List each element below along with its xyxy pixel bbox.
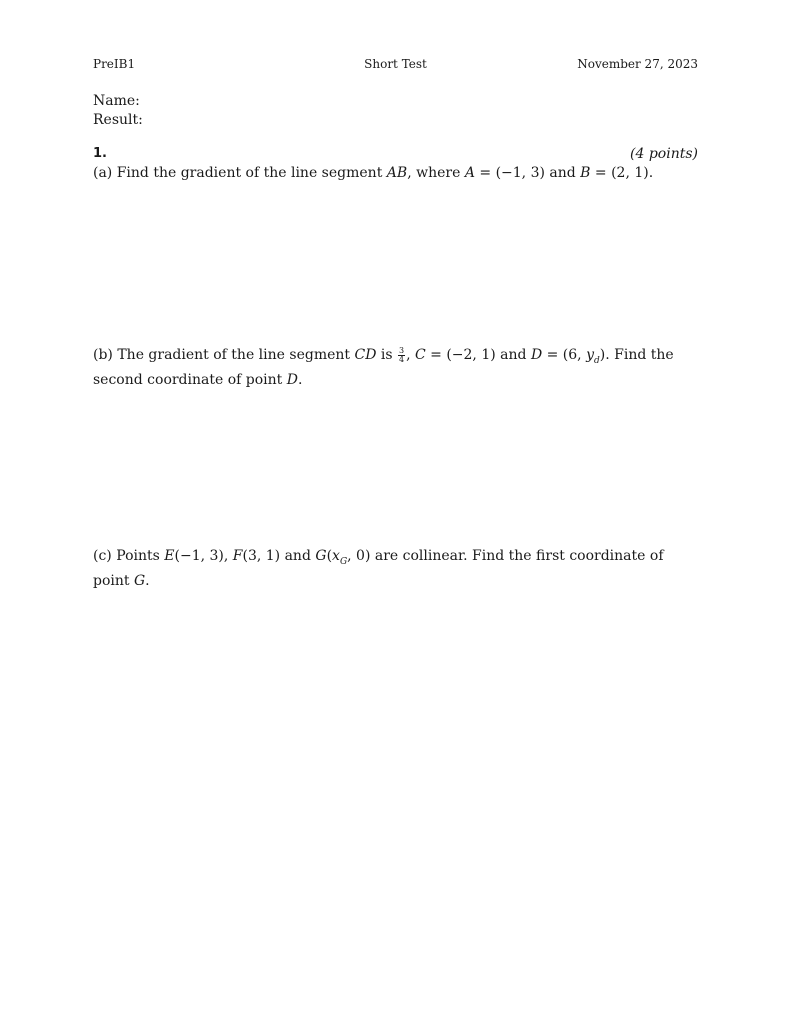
question-part-b [93, 346, 698, 390]
part-a-text-3: = (−1, 3) and [474, 165, 581, 181]
student-info [93, 92, 143, 130]
part-b-math-c: C [414, 347, 426, 363]
part-a-math-ab: AB [386, 165, 408, 181]
part-a-text-4: = (2, 1). [590, 165, 654, 181]
result-label: Result: [93, 112, 143, 128]
part-b-text-5: = (6, [542, 347, 587, 363]
part-c-text-4: ( [326, 548, 333, 564]
part-c-math-g2: G [133, 572, 146, 589]
part-b-text-3: , [406, 347, 415, 363]
part-c-math-x: x [332, 548, 340, 564]
part-b-math-d: D [530, 347, 543, 363]
header-course: PreIB1 [93, 57, 136, 71]
fraction-numerator: 3 [398, 345, 405, 355]
part-b-math-cd: CD [354, 347, 377, 363]
header-title: Short Test [364, 57, 427, 71]
question-part-a [93, 164, 698, 183]
question-points: (4 points) [630, 146, 698, 162]
part-b-text-7: . [297, 371, 303, 388]
part-a-text-2: , where [407, 165, 465, 181]
part-b-math-d2: D [286, 371, 298, 388]
part-c-text-1: (c) Points [93, 548, 165, 564]
question-number: 1. [93, 146, 107, 161]
part-b-fraction [398, 347, 405, 364]
part-b-text-2: is [376, 347, 397, 363]
part-c-text-2: (−1, 3), [174, 548, 233, 564]
part-c-text-3: (3, 1) and [242, 548, 316, 564]
part-b-math-y: y [586, 347, 594, 363]
part-c-math-e: E [164, 548, 175, 564]
page-header [93, 57, 698, 73]
fraction-denominator: 4 [398, 354, 405, 364]
part-a-math-b: B [580, 165, 591, 181]
part-c-subscript-g: G [339, 556, 348, 567]
part-a-text-1: (a) Find the gradient of the line segment [93, 165, 387, 181]
part-b-subscript-d: d [594, 355, 600, 366]
part-a-math-a: A [464, 165, 475, 181]
question-part-c [93, 547, 698, 591]
name-label: Name: [93, 93, 140, 109]
part-b-text-1: (b) The gradient of the line segment [93, 347, 355, 363]
part-b-text-4: = (−2, 1) and [425, 347, 531, 363]
question-header [93, 146, 698, 166]
part-c-math-g: G [315, 548, 327, 564]
part-b-text-6: ). Find the second coordinate of point [93, 347, 674, 388]
part-c-math-f: F [232, 548, 243, 564]
part-c-text-6: . [145, 572, 150, 589]
part-c-text-5: , 0) are collinear. Find the first coordinate of point [93, 548, 664, 589]
header-date: November 27, 2023 [577, 57, 698, 71]
